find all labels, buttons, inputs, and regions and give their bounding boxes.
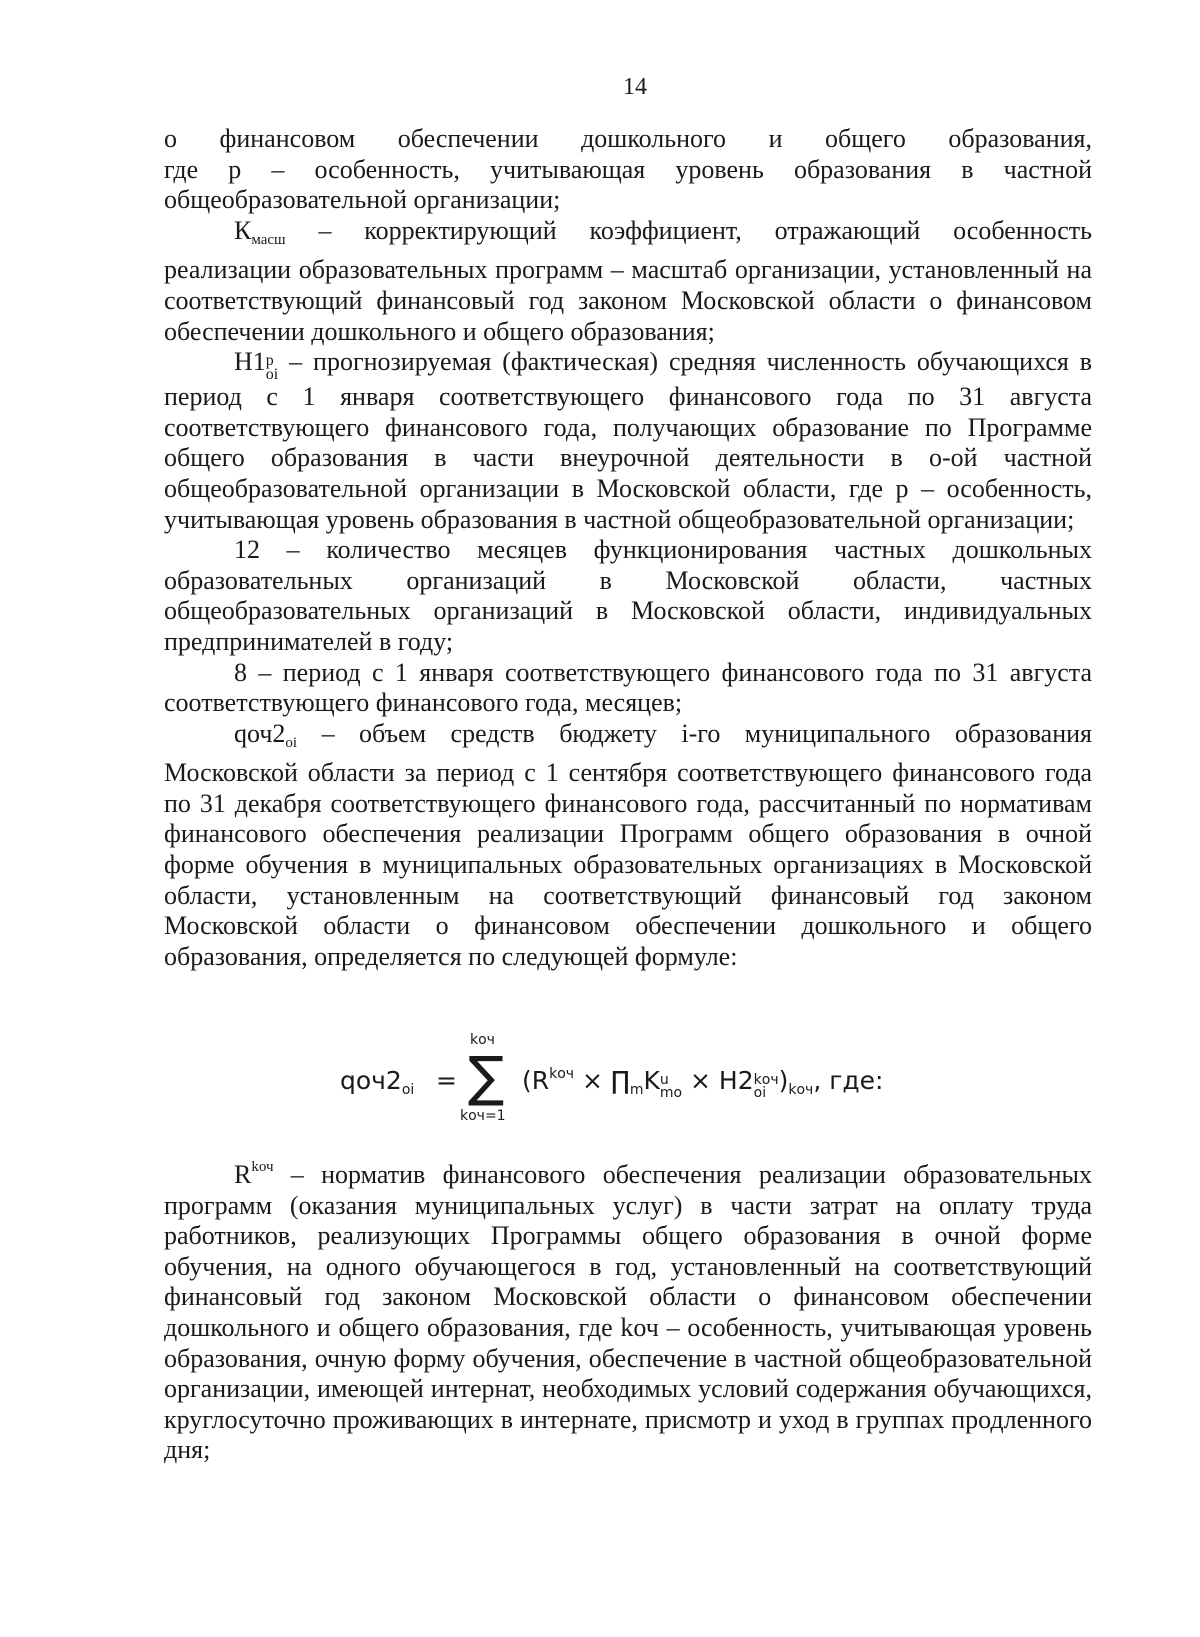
formula-k-indices bbox=[660, 1074, 682, 1100]
paragraph-continuation-2 bbox=[164, 155, 1092, 186]
p1-line3: общеобразовательной организации; bbox=[164, 185, 561, 215]
k-symbol: К bbox=[234, 215, 252, 245]
paragraph-continuation-3 bbox=[164, 185, 1092, 216]
p1-line2: где р – особенность, учитывающая уровень образования в частной bbox=[164, 154, 1092, 184]
formula-body bbox=[522, 1066, 883, 1100]
body-text-bottom bbox=[164, 1152, 1092, 1466]
qoch2-subscript: oi bbox=[285, 734, 298, 751]
formula-k: K bbox=[643, 1066, 660, 1095]
definition-12-months bbox=[164, 535, 1092, 657]
formula-sum-lower: kоч=1 bbox=[460, 1108, 506, 1124]
n1-definition: – прогнозируемая (фактическая) средняя численность обучающихся в период с 1 января соответствующего финансового года по 31 августа соответствующего финансового года, получающих образование по Программе общего образования в части внеурочной деятельности в о-ой частной общеобразовательной организации в Московской области, где р – особенность, учитывающая уровень образования в частной общеобразовательной организации; bbox=[164, 347, 1092, 534]
n1-indices bbox=[266, 354, 278, 382]
formula-close-subscript: kоч bbox=[788, 1082, 814, 1098]
formula-lhs-symbol: qоч2 bbox=[340, 1066, 402, 1095]
formula-sum-sigma: ∑ bbox=[468, 1045, 505, 1108]
paragraph-continuation bbox=[164, 124, 1092, 155]
qoch2-definition: – объем средств бюджету i-го муниципального образования Московской области за период с 1 сентября соответствующего финансового года по 31 декабря соответствующего финансового года, рассчитанный по нормативам финансового обеспечения реализации Программ общего образования в очной форме обучения в муниципальных образовательных организациях в Московской области, установленным на соответствующий финансовый год законом Московской области о финансовом обеспечении дошкольного и общего образования, определяется по следующей формуле: bbox=[164, 718, 1092, 971]
body-text-top bbox=[164, 124, 1092, 972]
formula-k-superscript: u bbox=[659, 1072, 669, 1088]
n1-subscript: oi bbox=[265, 366, 279, 384]
formula-h2-superscript: kоч bbox=[753, 1072, 779, 1088]
definition-r-koch bbox=[164, 1152, 1092, 1466]
definition-n1 bbox=[164, 347, 1092, 535]
months-definition: 12 – количество месяцев функционирования частных дошкольных образовательных организаций в Московской области, частных общеобразовательных организаций в Московской области, индивидуальных предпринимателей в году; bbox=[164, 535, 1092, 656]
page-number: 14 bbox=[623, 74, 647, 100]
formula-tail: , где: bbox=[813, 1066, 884, 1095]
formula-product: × ∏ bbox=[574, 1066, 630, 1095]
formula-close-paren: ) bbox=[778, 1066, 789, 1095]
r-superscript: kоч bbox=[251, 1159, 274, 1175]
formula-h2: × H2 bbox=[682, 1066, 754, 1095]
formula-product-subscript: m bbox=[629, 1082, 644, 1098]
qoch2-symbol: qоч2 bbox=[234, 718, 286, 748]
formula-r-superscript: kоч bbox=[549, 1066, 575, 1082]
r-definition: – норматив финансового обеспечения реализации образовательных программ (оказания муниципальных услуг) в части затрат на оплату труда работников, реализующих Программы общего образования в очной форме обучения, на одного обучающегося в год, установленный на соответствующий финансовый год законом Московской области о финансовом обеспечении дошкольного и общего образования, где kоч – особенность, учитывающая уровень образования, очную форму обучения, обеспечение в частной общеобразовательной организации, имеющей интернат, необходимых условий содержания обучающихся, круглосуточно проживающих в интернате, присмотр и уход в группах продленного дня; bbox=[164, 1160, 1092, 1465]
formula-k-subscript: mo bbox=[659, 1085, 683, 1101]
formula-equals: = bbox=[436, 1066, 457, 1095]
formula-h2-subscript: oi bbox=[753, 1085, 767, 1101]
k-definition: – корректирующий коэффициент, отражающий особенность реализации образовательных программ – масштаб организации, установленный на соответствующий финансовый год законом Московской области о финансовом обеспечении дошкольного и общего образования; bbox=[164, 215, 1092, 346]
r-symbol: R bbox=[234, 1160, 252, 1189]
p1-line1: о финансовом обеспечении дошкольного и общего образования, bbox=[164, 124, 1092, 153]
definition-k-masshtab bbox=[164, 216, 1092, 347]
period-definition: 8 – период с 1 января соответствующего финансового года по 31 августа соответствующего финансового года, месяцев; bbox=[164, 657, 1092, 718]
definition-qoch2 bbox=[164, 719, 1092, 973]
formula-lhs bbox=[340, 1066, 414, 1098]
n1-superscript: р bbox=[265, 352, 274, 370]
formula-h2-indices bbox=[754, 1074, 779, 1100]
formula-sum-upper: kоч bbox=[470, 1032, 495, 1048]
formula-r: (R bbox=[522, 1066, 550, 1095]
definition-8-period bbox=[164, 658, 1092, 719]
formula-lhs-subscript: oi bbox=[401, 1082, 415, 1098]
n1-symbol: Н1 bbox=[234, 347, 266, 377]
k-subscript: масш bbox=[251, 231, 286, 248]
